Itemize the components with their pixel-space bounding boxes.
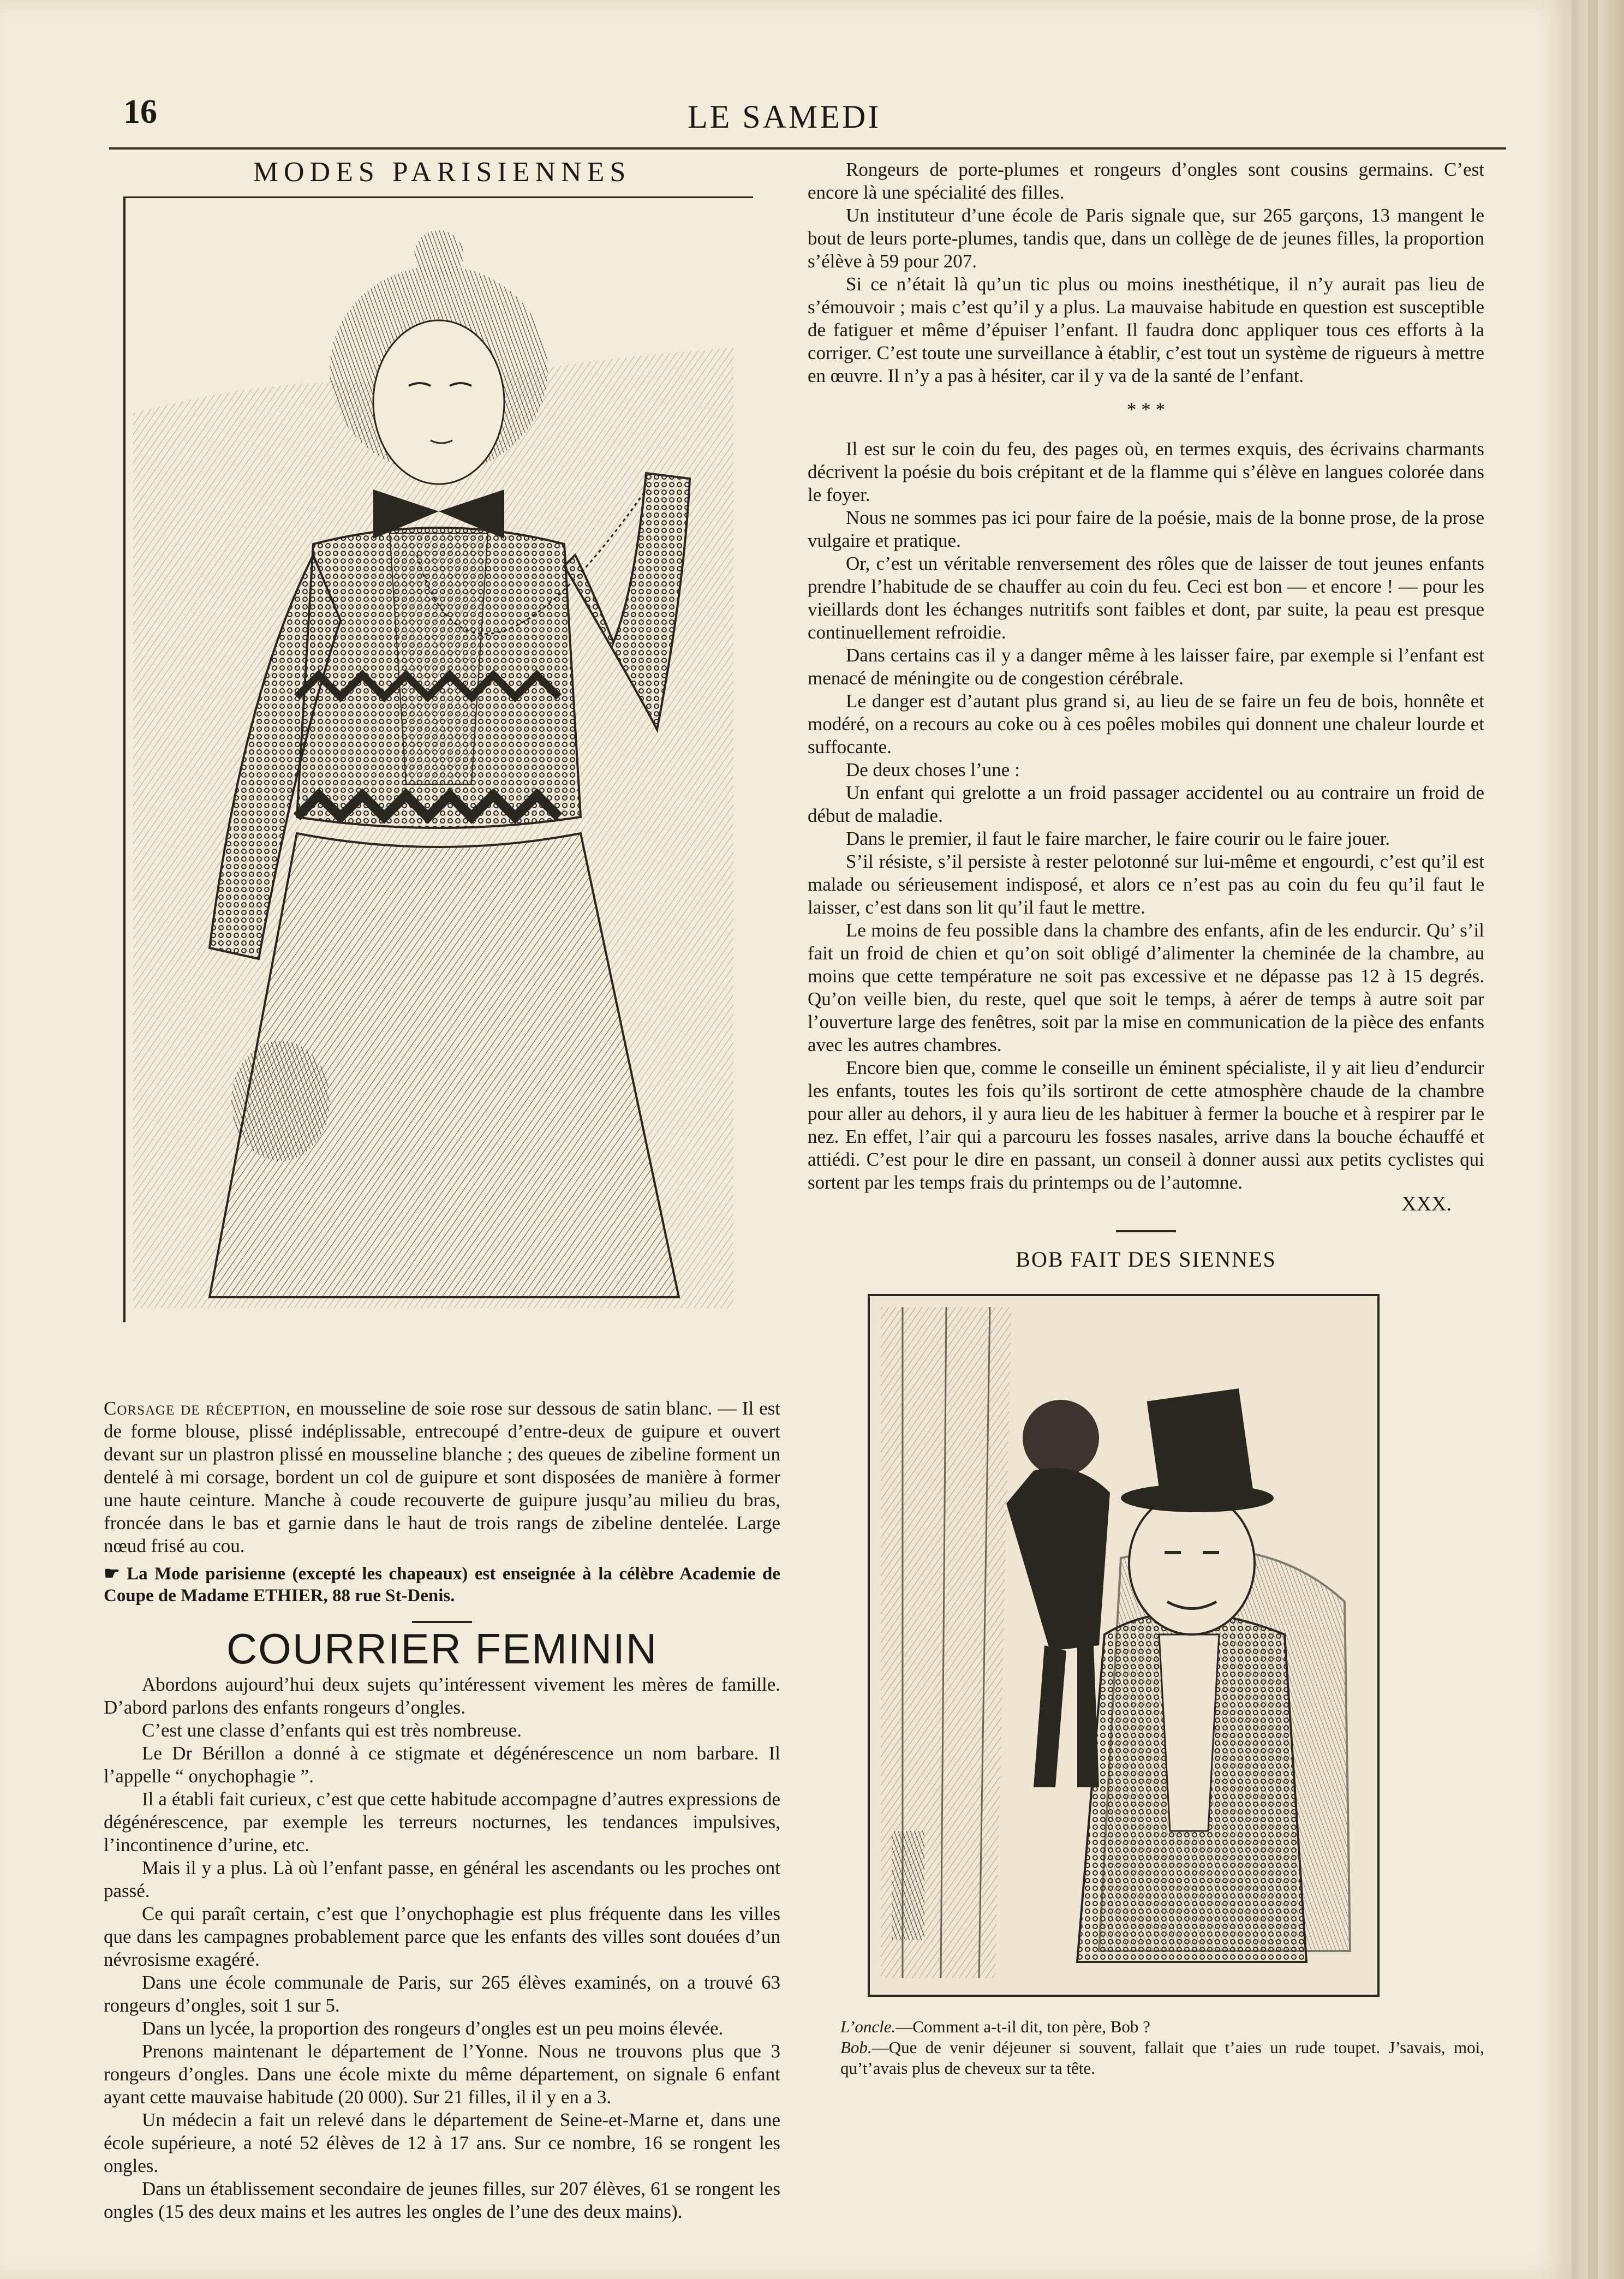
paragraph: Rongeurs de porte-plumes et rongeurs d’ongles sont cousins germains. C’est encore là une spécialité des filles. bbox=[808, 159, 1484, 203]
paragraph: Prenons maintenant le département de l’Yonne. Nous ne trouvons plus que 3 rongeurs d’ongles. Dans une école mixte du même département, on signale 6 enfant ayant cette mauvaise habitude (20 000). Sur 21 filles, il il y en a 3. bbox=[104, 2041, 780, 2108]
bob-head-shape bbox=[1023, 1400, 1099, 1476]
fashion-caption bbox=[104, 1397, 780, 2223]
paragraph: Abordons aujourd’hui deux sujets qu’intéressent vivement les mères de famille. D’abord parlons des enfants rongeurs d’ongles. bbox=[104, 1674, 780, 1718]
paragraph: Un médecin a fait un relevé dans le département de Seine-et-Marne et, dans une école supérieure, a noté 52 élèves de 12 à 17 ans. Sur ce nombre, 16 se rongent les ongles. bbox=[104, 2109, 780, 2176]
paragraph: De deux choses l’une : bbox=[846, 759, 1020, 780]
paragraph: Il est sur le coin du feu, des pages où, en termes exquis, des écrivains charmants décrivent la poésie du bois crépitant et de la flamme qui s’élève en langues colorée dans le foyer. bbox=[808, 438, 1484, 505]
pointing-hand-icon: ☛ bbox=[104, 1564, 120, 1584]
paragraph: Le moins de feu possible dans la chambre des enfants, afin de les endurcir. Qu’ s’il fait un froid de chien et qu’on soit obligé d’alimenter la cheminée de la chambre, au moins que cette température ne soit pas excessive et ne dépasse pas 12 à 15 degrés. Qu’on veille bien, du reste, quel que soit le temps, à aérer de temps à autre soit par l’ouverture large des fenêtres, soit par la mise en communication de la pièce des enfants avec les autres chambres. bbox=[808, 920, 1484, 1055]
paragraph: Dans le premier, il faut le faire marcher, le faire courir ou le faire jouer. bbox=[846, 828, 1390, 849]
paragraph: C’est une classe d’enfants qui est très nombreuse. bbox=[142, 1720, 522, 1741]
caption-lead: Corsage de réception, bbox=[104, 1398, 291, 1419]
uncle-head-shape bbox=[1129, 1493, 1255, 1634]
cartoon-title: BOB FAIT DES SIENNES bbox=[1016, 1247, 1276, 1272]
paragraph: Dans certains cas il y a danger même à les laisser faire, par exemple si l’enfant est menacé de méningite ou de congestion cérébrale. bbox=[808, 645, 1484, 689]
paragraph: Dans une école communale de Paris, sur 265 élèves examinés, on a trouvé 63 rongeurs d’ongles, soit 1 sur 5. bbox=[104, 1972, 780, 2016]
bob-line: —Que de venir déjeuner si souvent, fallait que t’aies un rude toupet. J’savais, moi, qu’t’avais plus de cheveux sur ta tête. bbox=[840, 2038, 1484, 2078]
binding-shadow bbox=[1588, 0, 1598, 2279]
bob-body-shape bbox=[1006, 1468, 1110, 1651]
paragraph: S’il résiste, s’il persiste à rester pelotonné sur lui-même et engourdi, c’est qu’il est malade ou sérieusement indisposé, et alors ce n’est pas au coin du feu qu’il faut le laisser, c’est dans son lit qu’il faut le mettre. bbox=[808, 851, 1484, 918]
paragraph: Mais il y a plus. Là où l’enfant passe, en général les ascendants ou les proches ont passé. bbox=[104, 1857, 780, 1901]
paragraph: Nous ne sommes pas ici pour faire de la poésie, mais de la bonne prose, de la prose vulgaire et pratique. bbox=[808, 507, 1484, 551]
header-rule bbox=[109, 147, 1506, 150]
section-divider bbox=[1116, 1230, 1176, 1232]
cartoon-illustration-frame bbox=[868, 1294, 1380, 1997]
speaker-uncle: L’oncle. bbox=[840, 2017, 896, 2036]
left-column bbox=[104, 153, 780, 2222]
paragraph: Dans un lycée, la proportion des rongeurs d’ongles est un peu moins élevée. bbox=[142, 2018, 724, 2039]
courrier-title: COURRIER FEMININ bbox=[226, 1625, 658, 1673]
cartoon-dialogue bbox=[808, 2017, 1484, 2079]
dialogue-line-uncle bbox=[840, 2017, 1484, 2037]
right-column bbox=[808, 158, 1484, 2079]
courrier-right-text bbox=[808, 158, 1484, 387]
adjacent-page-edge bbox=[1572, 0, 1624, 2279]
fashion-illustration-frame bbox=[123, 196, 753, 1322]
page-number: 16 bbox=[123, 93, 157, 130]
paragraph: Or, c’est un véritable renversement des rôles que de laisser de tout jeunes enfants prendre l’habitude de se chauffer au coin du feu. Ceci est bon — et encore ! — pour les vieillards dont les échanges nutritifs sont faibles et dont, par suite, la peau est presque continuellement refroidie. bbox=[808, 553, 1484, 643]
paragraph: Un enfant qui grelotte a un froid passager accidentel ou au contraire un froid de début de maladie. bbox=[808, 782, 1484, 826]
paragraph: Ce qui paraît certain, c’est que l’onychophagie est plus fréquente dans les villes que dans les campagnes probablement parce que les enfants des villes sont douées d’un névrosisme exagéré. bbox=[104, 1903, 780, 1970]
uncle-line: —Comment a-t-il dit, ton père, Bob ? bbox=[895, 2017, 1150, 2036]
paragraph: Le danger est d’autant plus grand si, au lieu de se faire un feu de bois, honnête et modéré, on a recours au coke ou à ces poêles mobiles qui donnent une chaleur lourde et suffocante. bbox=[808, 690, 1484, 757]
paragraph: Dans un établissement secondaire de jeunes filles, sur 207 élèves, 61 se rongent les ongles (15 des deux mains et les autres les ongles de l’une des deux mains). bbox=[104, 2178, 780, 2222]
courrier-left-text bbox=[104, 1673, 780, 2223]
paragraph: Encore bien que, comme le conseille un éminent spécialiste, il y ait lieu d’endurcir les enfants, toutes les fois qu’ils sortiront de cette atmosphère chaude de la chambre pour aller au dehors, il y aura lieu de les habituer à fermer la bouche et à respirer par le nez. En effet, l’air qui a parcouru les fosses nasales, arrive dans la bouche échauffé et attiédi. C’est pour le dire en passant, un conseil à donner aussi aux petits cyclistes qui sortent par les temps frais du printemps ou de l’automne. bbox=[808, 1057, 1484, 1193]
paragraph: Si ce n’était là qu’un tic plus ou moins inesthétique, il n’y aurait pas lieu de s’émouvoir ; mais c’est qu’il y a plus. La mauvaise habitude en question est susceptible de fatiguer et même d’épuiser l’enfant. Il faudra donc appliquer tous ces efforts à la corriger. C’est toute une surveillance à établir, c’est tout un système de rigueurs à mettre en œuvre. Il n’y a pas à hésiter, car il y va de la santé de l’enfant. bbox=[808, 273, 1484, 386]
modes-title: MODES PARISIENNES bbox=[253, 157, 631, 188]
running-head: LE SAMEDI bbox=[688, 99, 881, 135]
fashion-illustration bbox=[133, 206, 733, 1308]
section-stars: * * * bbox=[1127, 399, 1165, 420]
paragraph: Il a établi fait curieux, c’est que cette habitude accompagne d’autres expressions de dégénérescence, par exemple les terreurs nocturnes, les tendances impulsives, l’incontinence d’urine, etc. bbox=[104, 1788, 780, 1856]
signature: XXX. bbox=[1401, 1192, 1452, 1215]
paragraph: Un instituteur d’une école de Paris signale que, sur 265 garçons, 13 mangent le bout de leurs porte-plumes, tandis que, dans un collège de de jeunes filles, la proportion s’élève à 59 pour 207. bbox=[808, 205, 1484, 272]
face-shape bbox=[373, 320, 504, 484]
dialogue-line-bob bbox=[840, 2037, 1484, 2079]
caption-text: en mousseline de soie rose sur dessous de satin blanc. — Il est de forme blouse, plissé indéplissable, entrecoupé d’entre-deux de guipure et ouvert devant sur un plastron plissé en mousseline blanche ; des queues de zibeline forment un dentelé à mi corsage, bordent un col de guipure et sont disposées de manière à former une haute ceinture. Manche à coude recouverte de guipure jusqu’au milieu du bras, froncée dans le bas et garnie dans le haut de trois rangs de zibeline dentelée. Large nœud frisé au cou. bbox=[104, 1398, 780, 1556]
paragraph: Le Dr Bérillon a donné à ce stigmate et dégénérescence un nom barbare. Il l’appelle “ onychophagie ”. bbox=[104, 1743, 780, 1787]
cartoon-illustration bbox=[870, 1296, 1373, 1990]
section-divider bbox=[412, 1621, 472, 1623]
academy-note bbox=[104, 1563, 780, 1607]
speaker-bob: Bob. bbox=[840, 2038, 872, 2057]
fireside-text bbox=[808, 438, 1484, 1194]
academy-note-text: La Mode parisienne (excepté les chapeaux) est enseignée à la célèbre Academie de Coupe de Madame ETHIER, 88 rue St-Denis. bbox=[104, 1564, 780, 1606]
